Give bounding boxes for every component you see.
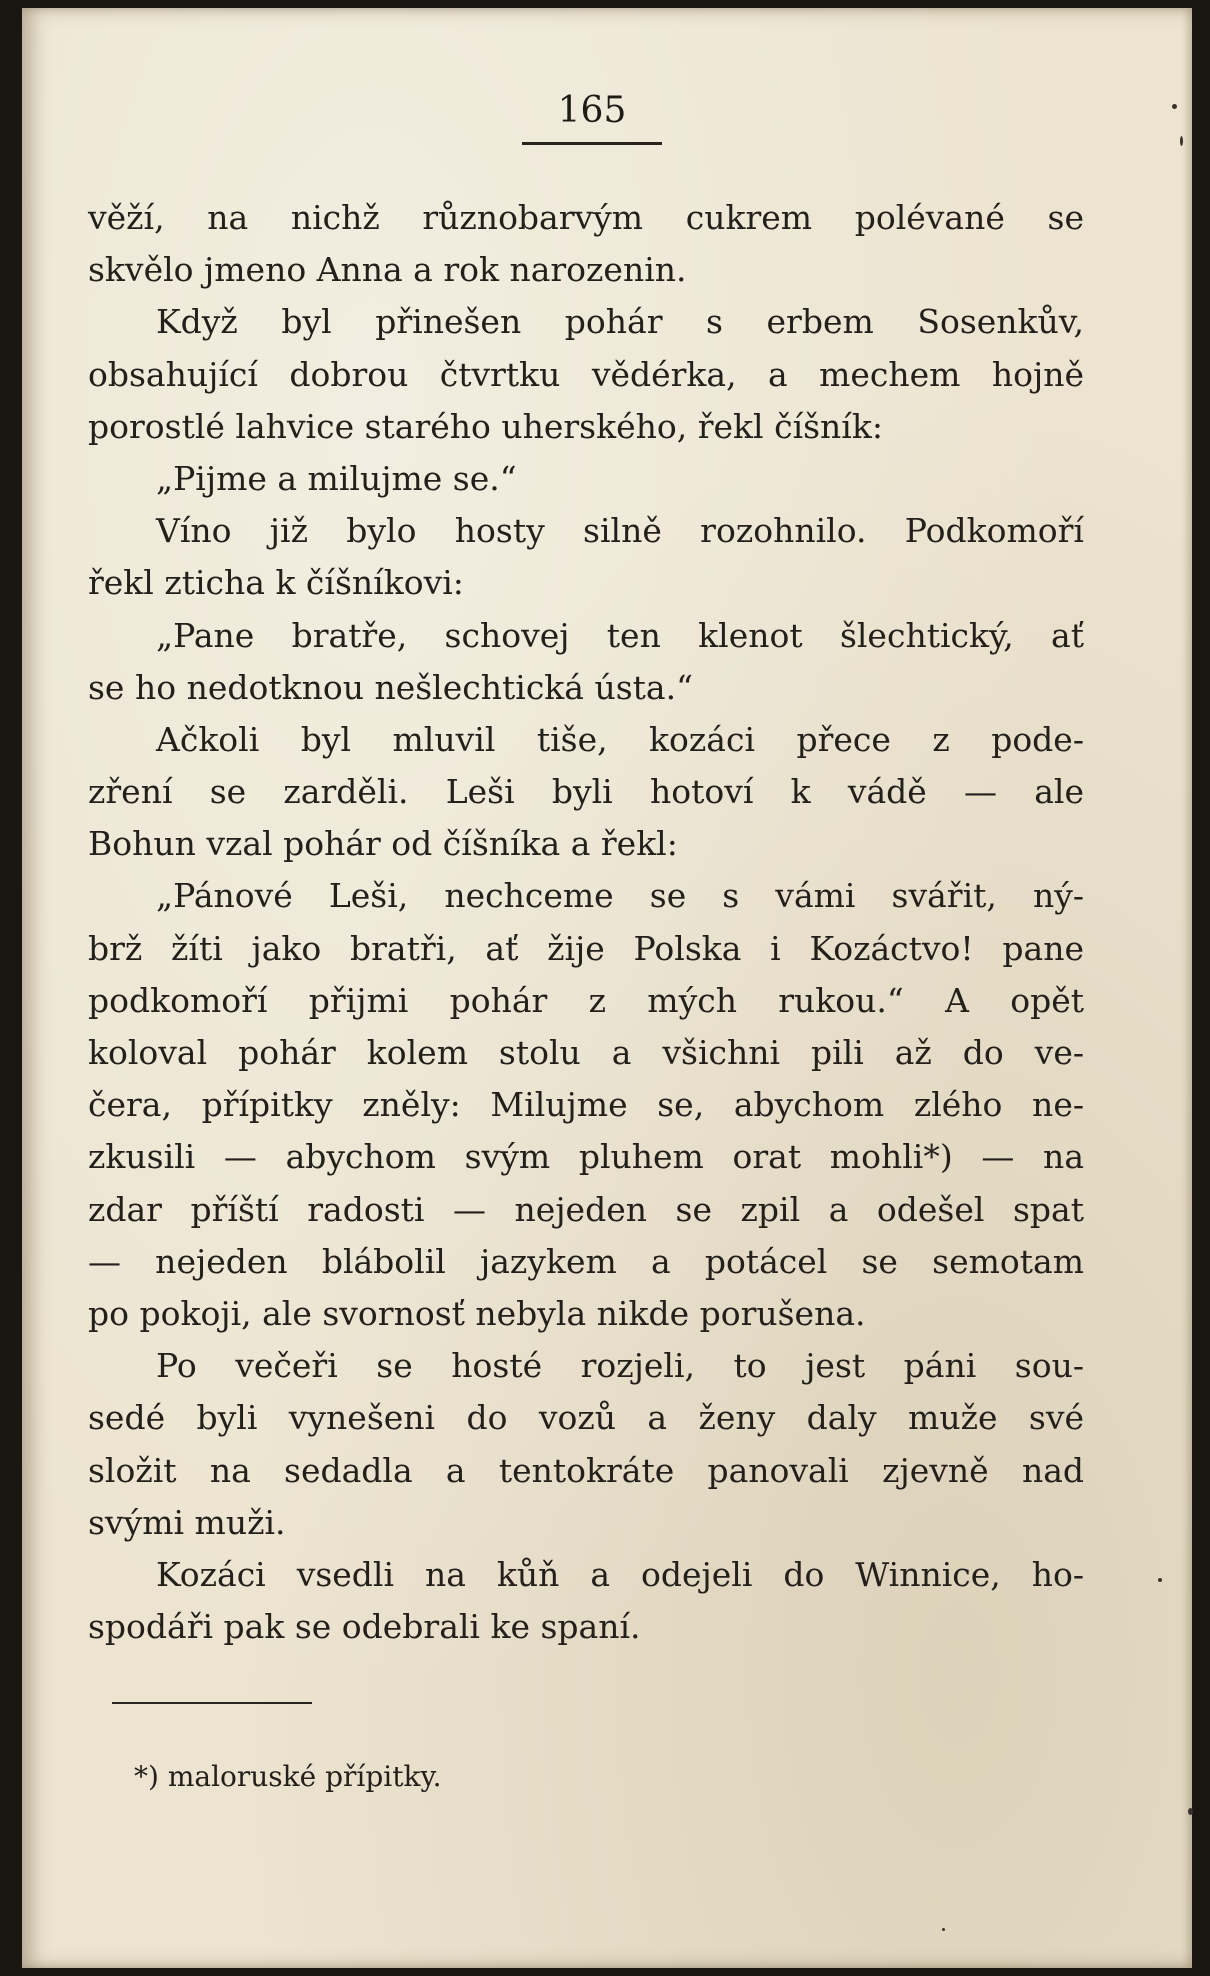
text-line: svými muži. [88, 1502, 286, 1542]
text-line: „Pánové Leši, nechceme se s vámi svářit, ný- [156, 876, 1084, 916]
text-line: čera, přípitky zněly: Milujme se, abychom zlého ne- [88, 1085, 1084, 1125]
text-line: obsahující dobrou čtvrtku vědérka, a mechem hojně [88, 354, 1084, 394]
book-page [22, 8, 1192, 1968]
text-line: složit na sedadla a tentokráte panovali zjevně nad [88, 1450, 1084, 1490]
text-line: spodáři pak se odebrali ke spaní. [88, 1607, 641, 1647]
text-line: skvělo jmeno Anna a rok narozenin. [88, 250, 687, 290]
text-line: sedé byli vynešeni do vozů a ženy daly muže své [88, 1398, 1084, 1438]
text-line: — nejeden blábolil jazykem a potácel se semotam [88, 1241, 1084, 1281]
text-line: brž žíti jako bratři, ať žije Polska i Kozáctvo! pane [88, 928, 1084, 968]
text-line: se ho nedotknou nešlechtická ústa.“ [88, 667, 693, 707]
text-line: zkusili — abychom svým pluhem orat mohli*) — na [88, 1137, 1084, 1177]
footnote-rule [112, 1702, 312, 1704]
text-line: zdar příští radosti — nejeden se zpil a odešel spat [88, 1189, 1084, 1229]
text-line: Když byl přinešen pohár s erbem Sosenkův, [156, 302, 1084, 342]
text-line: koloval pohár kolem stolu a všichni pili až do ve- [88, 1033, 1084, 1072]
text-line: Ačkoli byl mluvil tiše, kozáci přece z pode- [156, 719, 1084, 759]
text-line: Po večeři se hosté rozjeli, to jest páni sou- [156, 1346, 1084, 1386]
footnote: *) maloruské přípitky. [134, 1760, 442, 1793]
text-line: Víno již bylo hosty silně rozohnilo. Podkomoří [156, 511, 1084, 551]
text-line: Bohun vzal pohár od číšníka a řekl: [88, 824, 678, 864]
text-line: řekl zticha k číšníkovi: [88, 563, 464, 603]
text-line: „Pijme a milujme se.“ [156, 458, 517, 498]
text-line: podkomoří přijmi pohár z mých rukou.“ A opět [88, 980, 1084, 1020]
text-line: zření se zarděli. Leši byli hotoví k vádě — ale [88, 772, 1084, 812]
page-number: 165 [557, 90, 627, 131]
text-line: po pokoji, ale svornosť nebyla nikde porušena. [88, 1293, 866, 1333]
body-text [88, 192, 1084, 1653]
text-line: Kozáci vsedli na kůň a odejeli do Winnice, ho- [156, 1554, 1084, 1594]
text-line: „Pane bratře, schovej ten klenot šlechtický, ať [156, 615, 1084, 655]
text-line: porostlé lahvice starého uherského, řekl číšník: [88, 406, 883, 446]
page-number-rule [522, 142, 662, 145]
text-line: věží, na nichž různobarvým cukrem polévané se [88, 198, 1084, 237]
